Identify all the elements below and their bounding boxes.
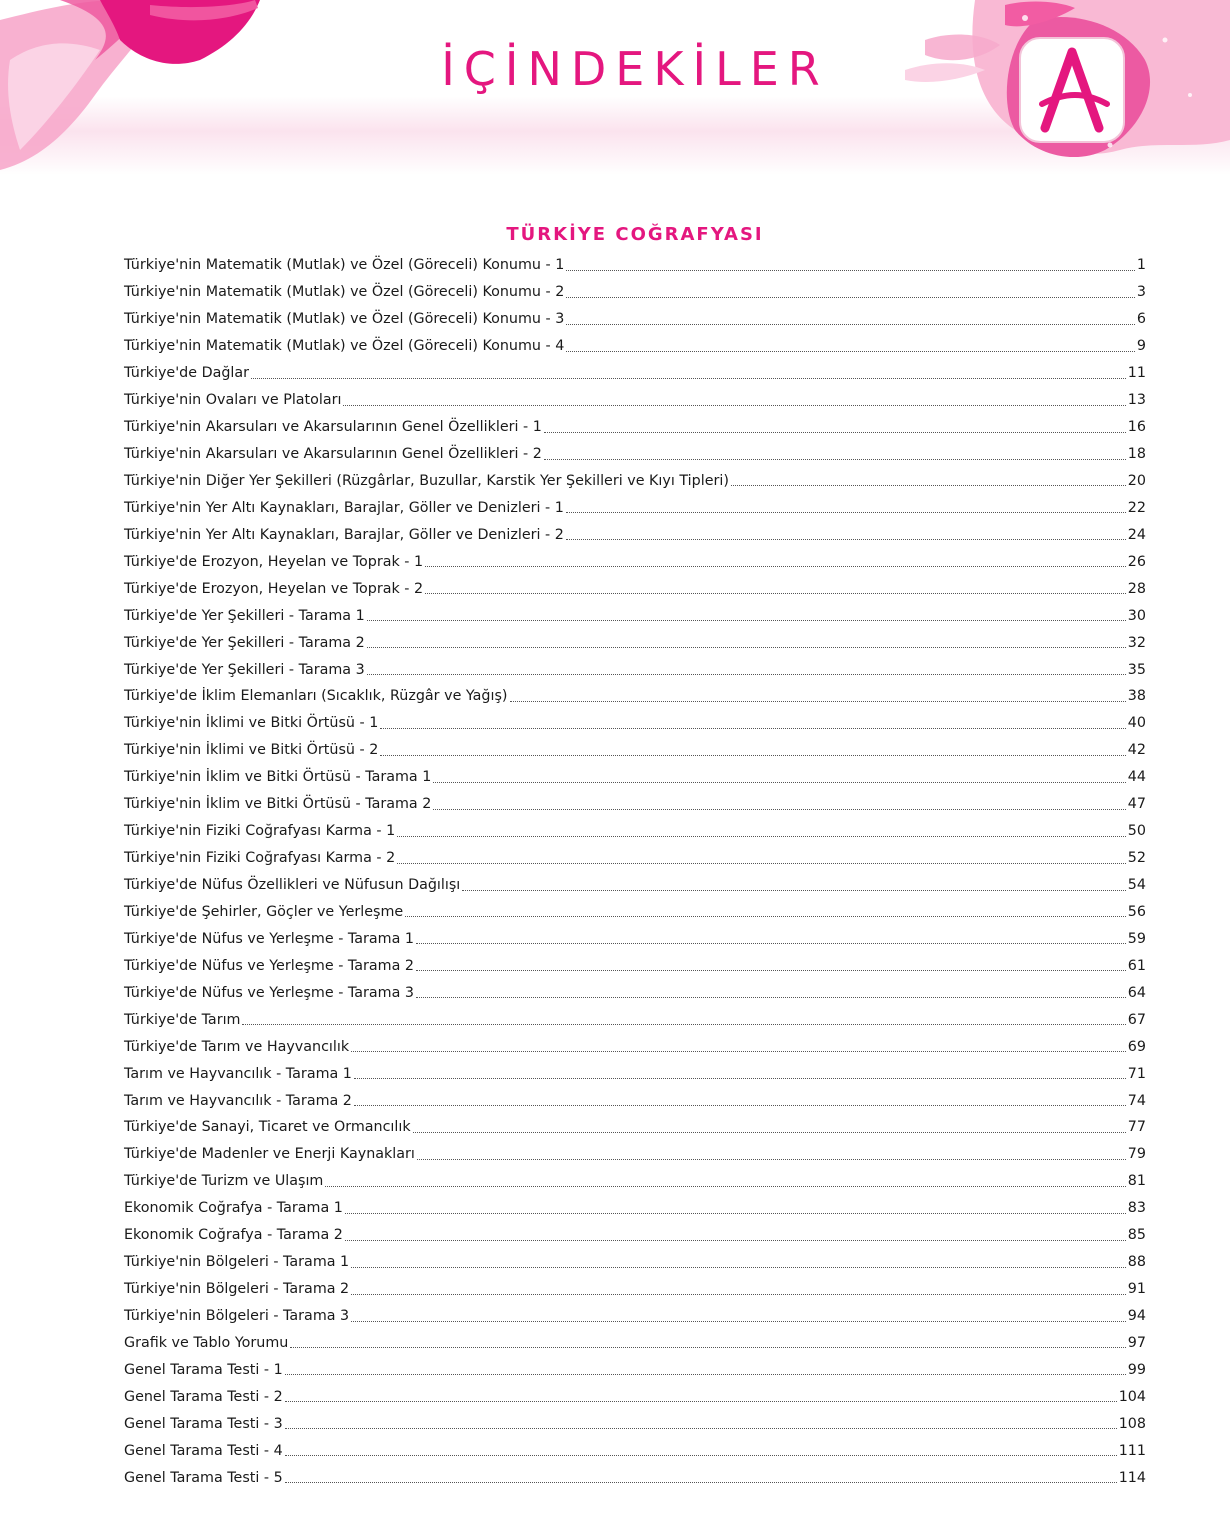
toc-entry-page: 16 <box>1127 419 1146 436</box>
dot-leader <box>397 862 1126 864</box>
toc-entry[interactable] <box>124 737 1146 764</box>
toc-entry-title: Türkiye'nin Bölgeleri - Tarama 1 <box>124 1254 350 1271</box>
dot-leader <box>367 673 1126 675</box>
toc-entry[interactable] <box>124 1006 1146 1033</box>
toc-entry[interactable] <box>124 279 1146 306</box>
toc-entry-title: Ekonomik Coğrafya - Tarama 1 <box>124 1200 343 1217</box>
toc-entry-title: Türkiye'de İklim Elemanları (Sıcaklık, Rüzgâr ve Yağış) <box>124 688 508 705</box>
toc-entry-title: Türkiye'nin Matematik (Mutlak) ve Özel (Göreceli) Konumu - 3 <box>124 311 565 328</box>
toc-entry-page: 24 <box>1127 526 1146 543</box>
toc-entry-title: Genel Tarama Testi - 5 <box>124 1469 283 1486</box>
toc-entry-title: Türkiye'de Yer Şekilleri - Tarama 2 <box>124 634 365 651</box>
toc-entry-title: Türkiye'nin Akarsuları ve Akarsularının Genel Özellikleri - 1 <box>124 419 542 436</box>
toc-entry[interactable] <box>124 764 1146 791</box>
toc-entry[interactable] <box>124 360 1146 387</box>
toc-entry[interactable] <box>124 1383 1146 1410</box>
toc-entry-page: 44 <box>1127 769 1146 786</box>
toc-entry[interactable] <box>124 979 1146 1006</box>
toc-entry-page: 71 <box>1127 1065 1146 1082</box>
toc-entry[interactable] <box>124 1330 1146 1357</box>
toc-entry-page: 114 <box>1118 1469 1146 1486</box>
toc-entry-title: Türkiye'nin Matematik (Mutlak) ve Özel (Göreceli) Konumu - 1 <box>124 257 565 274</box>
toc-entry[interactable] <box>124 1356 1146 1383</box>
toc-entry-page: 81 <box>1127 1173 1146 1190</box>
dot-leader <box>566 511 1126 513</box>
toc-entry-title: Türkiye'de Erozyon, Heyelan ve Toprak - 2 <box>124 580 424 597</box>
toc-entry[interactable] <box>124 629 1146 656</box>
toc-entry[interactable] <box>124 575 1146 602</box>
dot-leader <box>285 1373 1126 1375</box>
toc-entry-title: Grafik ve Tablo Yorumu <box>124 1334 289 1351</box>
dot-leader <box>380 754 1125 756</box>
toc-entry[interactable] <box>124 818 1146 845</box>
toc-entry[interactable] <box>124 468 1146 495</box>
toc-entry-page: 56 <box>1127 903 1146 920</box>
toc-entry-title: Türkiye'nin Akarsuları ve Akarsularının Genel Özellikleri - 2 <box>124 446 542 463</box>
toc-entry-title: Türkiye'de Madenler ve Enerji Kaynakları <box>124 1146 415 1163</box>
toc-entry-page: 13 <box>1127 392 1146 409</box>
toc-entry[interactable] <box>124 1141 1146 1168</box>
dot-leader <box>462 889 1126 891</box>
dot-leader <box>367 646 1126 648</box>
dot-leader <box>351 1320 1126 1322</box>
dot-leader <box>510 700 1126 702</box>
dot-leader <box>397 835 1126 837</box>
toc-entry[interactable] <box>124 1222 1146 1249</box>
dot-leader <box>345 1212 1126 1214</box>
toc-entry-title: Türkiye'de Sanayi, Ticaret ve Ormancılık <box>124 1119 411 1136</box>
dot-leader <box>416 969 1126 971</box>
toc-entry-title: Türkiye'de Tarım <box>124 1011 241 1028</box>
toc-entry[interactable] <box>124 306 1146 333</box>
toc-entry-page: 18 <box>1127 446 1146 463</box>
toc-entry[interactable] <box>124 1060 1146 1087</box>
dot-leader <box>354 1104 1126 1106</box>
dot-leader <box>285 1400 1117 1402</box>
toc-entry[interactable] <box>124 1114 1146 1141</box>
dot-leader <box>544 431 1126 433</box>
dot-leader <box>351 1293 1126 1295</box>
toc-entry-page: 50 <box>1127 823 1146 840</box>
dot-leader <box>433 781 1125 783</box>
toc-entry[interactable] <box>124 252 1146 279</box>
toc-entry-page: 83 <box>1127 1200 1146 1217</box>
toc-entry-title: Türkiye'nin Yer Altı Kaynakları, Barajlar, Göller ve Denizleri - 2 <box>124 526 564 543</box>
toc-entry-title: Türkiye'nin Yer Altı Kaynakları, Barajlar, Göller ve Denizleri - 1 <box>124 499 564 516</box>
toc-entry-title: Türkiye'nin Diğer Yer Şekilleri (Rüzgârlar, Buzullar, Karstik Yer Şekilleri ve Kıyı Tipleri) <box>124 472 729 489</box>
dot-leader <box>343 404 1125 406</box>
toc-entry-title: Türkiye'de Erozyon, Heyelan ve Toprak - 1 <box>124 553 424 570</box>
toc-entry-page: 40 <box>1127 715 1146 732</box>
toc-entry[interactable] <box>124 602 1146 629</box>
toc-entry-title: Türkiye'de Nüfus ve Yerleşme - Tarama 1 <box>124 930 414 947</box>
toc-entry-title: Türkiye'nin Fiziki Coğrafyası Karma - 2 <box>124 850 396 867</box>
toc-entry-page: 35 <box>1127 661 1146 678</box>
toc-entry[interactable] <box>124 414 1146 441</box>
toc-entry-page: 54 <box>1127 877 1146 894</box>
toc-entry-title: Türkiye'de Nüfus Özellikleri ve Nüfusun Dağılışı <box>124 877 461 894</box>
dot-leader <box>242 1023 1125 1025</box>
dot-leader <box>566 269 1135 271</box>
toc-entry-page: 59 <box>1127 930 1146 947</box>
toc-entry[interactable] <box>124 1437 1146 1464</box>
toc-entry-page: 77 <box>1127 1119 1146 1136</box>
toc-entry-title: Ekonomik Coğrafya - Tarama 2 <box>124 1227 343 1244</box>
dot-leader <box>405 915 1126 917</box>
dot-leader <box>417 1158 1126 1160</box>
dot-leader <box>413 1131 1126 1133</box>
toc-entry-page: 9 <box>1136 338 1146 355</box>
toc-entry-page: 6 <box>1136 311 1146 328</box>
toc-entry[interactable] <box>124 845 1146 872</box>
toc-entry-title: Genel Tarama Testi - 2 <box>124 1388 283 1405</box>
toc-entry[interactable] <box>124 521 1146 548</box>
toc-entry[interactable] <box>124 441 1146 468</box>
toc-entry-page: 99 <box>1127 1361 1146 1378</box>
toc-entry-title: Türkiye'nin İklimi ve Bitki Örtüsü - 2 <box>124 742 379 759</box>
dot-leader <box>433 808 1125 810</box>
toc-entry-title: Türkiye'nin Matematik (Mutlak) ve Özel (Göreceli) Konumu - 4 <box>124 338 565 355</box>
toc-entry[interactable] <box>124 494 1146 521</box>
toc-entry-page: 20 <box>1127 472 1146 489</box>
toc-entry-title: Türkiye'nin İklim ve Bitki Örtüsü - Tarama 2 <box>124 796 432 813</box>
toc-entry-page: 64 <box>1127 984 1146 1001</box>
dot-leader <box>544 458 1126 460</box>
toc-entry[interactable] <box>124 1033 1146 1060</box>
toc-entry-page: 108 <box>1118 1415 1146 1432</box>
toc-entry-page: 26 <box>1127 553 1146 570</box>
toc-entry[interactable] <box>124 1410 1146 1437</box>
toc-entry-title: Türkiye'nin Matematik (Mutlak) ve Özel (Göreceli) Konumu - 2 <box>124 284 565 301</box>
toc-entry-title: Türkiye'de Şehirler, Göçler ve Yerleşme <box>124 903 404 920</box>
toc-entry-title: Tarım ve Hayvancılık - Tarama 2 <box>124 1092 352 1109</box>
toc-entry[interactable] <box>124 899 1146 926</box>
toc-entry[interactable] <box>124 1168 1146 1195</box>
dot-leader <box>425 565 1126 567</box>
dot-leader <box>425 592 1126 594</box>
dot-leader <box>351 1050 1126 1052</box>
dot-leader <box>367 619 1126 621</box>
toc-entry-title: Türkiye'nin Bölgeleri - Tarama 2 <box>124 1281 350 1298</box>
dot-leader <box>285 1454 1117 1456</box>
toc-entry[interactable] <box>124 952 1146 979</box>
toc-entry-title: Türkiye'de Nüfus ve Yerleşme - Tarama 2 <box>124 957 414 974</box>
toc-entry-title: Türkiye'de Dağlar <box>124 365 250 382</box>
toc-entry-title: Genel Tarama Testi - 1 <box>124 1361 283 1378</box>
toc-entry-title: Tarım ve Hayvancılık - Tarama 1 <box>124 1065 352 1082</box>
dot-leader <box>251 377 1126 379</box>
toc-entry-title: Türkiye'de Yer Şekilleri - Tarama 3 <box>124 661 365 678</box>
dot-leader <box>380 727 1125 729</box>
toc-entry-title: Genel Tarama Testi - 3 <box>124 1415 283 1432</box>
toc-entry-title: Türkiye'de Turizm ve Ulaşım <box>124 1173 324 1190</box>
dot-leader <box>416 996 1126 998</box>
dot-leader <box>566 350 1135 352</box>
dot-leader <box>285 1427 1117 1429</box>
toc-entry-page: 61 <box>1127 957 1146 974</box>
toc-entry[interactable] <box>124 710 1146 737</box>
toc-entry[interactable] <box>124 925 1146 952</box>
toc-entry-title: Türkiye'nin Fiziki Coğrafyası Karma - 1 <box>124 823 396 840</box>
dot-leader <box>566 323 1135 325</box>
toc-entry-page: 85 <box>1127 1227 1146 1244</box>
toc-entry-page: 22 <box>1127 499 1146 516</box>
toc-entry-page: 38 <box>1127 688 1146 705</box>
toc-entry-title: Türkiye'nin İklim ve Bitki Örtüsü - Tarama 1 <box>124 769 432 786</box>
toc-entry-page: 79 <box>1127 1146 1146 1163</box>
dot-leader <box>290 1346 1125 1348</box>
toc-entry[interactable] <box>124 1464 1146 1491</box>
page-title: İÇİNDEKİLER <box>441 42 829 96</box>
toc-entry[interactable] <box>124 656 1146 683</box>
toc-entry-page: 88 <box>1127 1254 1146 1271</box>
toc-entry-page: 32 <box>1127 634 1146 651</box>
toc-entry[interactable] <box>124 1249 1146 1276</box>
toc-entry-page: 69 <box>1127 1038 1146 1055</box>
toc-entry-page: 97 <box>1127 1334 1146 1351</box>
toc-entry-page: 30 <box>1127 607 1146 624</box>
toc-entry-page: 91 <box>1127 1281 1146 1298</box>
toc-entry-title: Türkiye'de Tarım ve Hayvancılık <box>124 1038 350 1055</box>
toc-entry[interactable] <box>124 1195 1146 1222</box>
toc-entry[interactable] <box>124 1276 1146 1303</box>
table-of-contents <box>124 252 1146 1491</box>
toc-entry[interactable] <box>124 1087 1146 1114</box>
toc-entry-page: 74 <box>1127 1092 1146 1109</box>
dot-leader <box>566 538 1126 540</box>
toc-entry[interactable] <box>124 683 1146 710</box>
toc-entry-page: 42 <box>1127 742 1146 759</box>
dot-leader <box>731 484 1126 486</box>
toc-entry[interactable] <box>124 387 1146 414</box>
dot-leader <box>345 1239 1126 1241</box>
toc-entry-title: Türkiye'de Yer Şekilleri - Tarama 1 <box>124 607 365 624</box>
toc-entry-title: Türkiye'nin İklimi ve Bitki Örtüsü - 1 <box>124 715 379 732</box>
section-title: TÜRKİYE COĞRAFYASI <box>506 224 764 245</box>
dot-leader <box>566 296 1135 298</box>
toc-entry-page: 11 <box>1127 365 1146 382</box>
toc-entry-page: 111 <box>1118 1442 1146 1459</box>
toc-entry-page: 28 <box>1127 580 1146 597</box>
toc-entry-page: 1 <box>1136 257 1146 274</box>
toc-entry[interactable] <box>124 333 1146 360</box>
toc-entry[interactable] <box>124 791 1146 818</box>
toc-entry-page: 52 <box>1127 850 1146 867</box>
toc-entry[interactable] <box>124 872 1146 899</box>
toc-entry-page: 94 <box>1127 1308 1146 1325</box>
dot-leader <box>285 1481 1117 1483</box>
toc-entry[interactable] <box>124 1303 1146 1330</box>
toc-entry-page: 47 <box>1127 796 1146 813</box>
toc-entry-page: 67 <box>1127 1011 1146 1028</box>
toc-entry-page: 3 <box>1136 284 1146 301</box>
toc-entry[interactable] <box>124 548 1146 575</box>
toc-entry-page: 104 <box>1118 1388 1146 1405</box>
dot-leader <box>325 1185 1125 1187</box>
toc-entry-title: Genel Tarama Testi - 4 <box>124 1442 283 1459</box>
dot-leader <box>416 942 1126 944</box>
toc-entry-title: Türkiye'de Nüfus ve Yerleşme - Tarama 3 <box>124 984 414 1001</box>
toc-entry-title: Türkiye'nin Ovaları ve Platoları <box>124 392 342 409</box>
dot-leader <box>354 1077 1126 1079</box>
toc-entry-title: Türkiye'nin Bölgeleri - Tarama 3 <box>124 1308 350 1325</box>
dot-leader <box>351 1266 1126 1268</box>
